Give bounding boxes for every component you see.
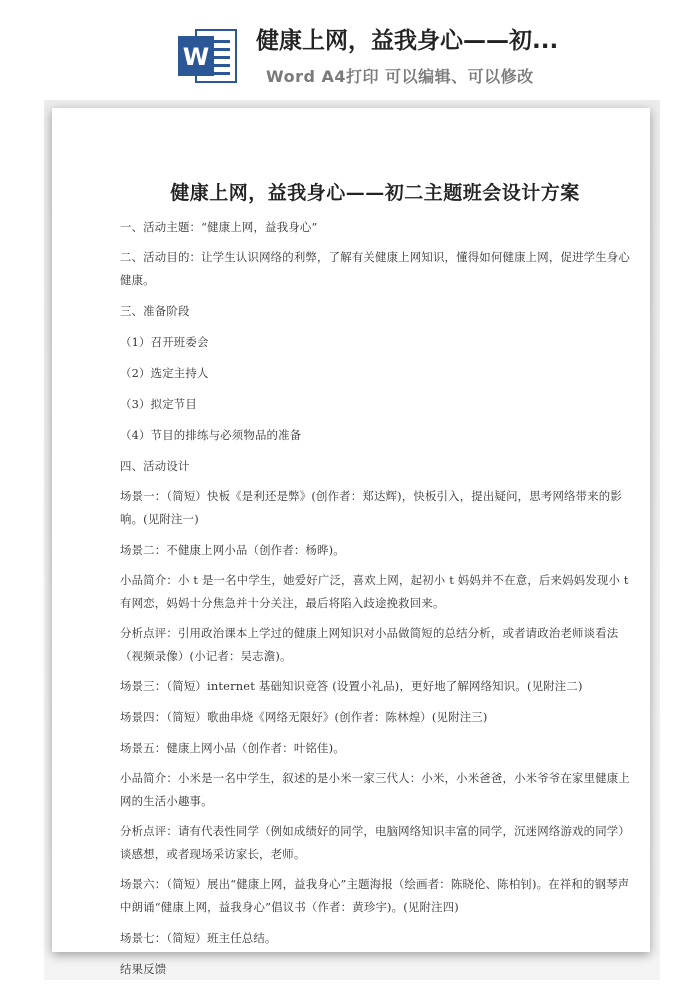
- paragraph-skit-intro-2: 小品简介：小米是一名中学生，叙述的是小米一家三代人：小米，小米爸爸，小米爷爷在家里健康上网的生活小趣事。: [120, 771, 630, 808]
- word-icon: [176, 24, 240, 88]
- document-header: [0, 0, 700, 100]
- paragraph-analysis-1: 分析点评：引用政治课本上学过的健康上网知识对小品做简短的总结分析，或者请政治老师谈看法（视频录像）(小记者：吴志澹)。: [120, 626, 619, 663]
- paragraph-prep-3: （3）拟定节目: [120, 397, 197, 411]
- document-page: [52, 108, 650, 976]
- paragraph-scene-1: 场景一：（简短）快板《是利还是弊》(创作者：郑达辉)，快板引入，提出疑问，思考网络带来的影响。(见附注一): [120, 489, 622, 526]
- paragraph-scene-5: 场景五：健康上网小品（创作者：叶铭佳)。: [120, 741, 345, 755]
- paragraph-feedback: 结果反馈: [120, 962, 167, 976]
- paragraph-skit-intro-1: 小品简介：小 t 是一名中学生，她爱好广泛，喜欢上网，起初小 t 妈妈并不在意，后来妈妈发现小 t 有网恋，妈妈十分焦急并十分关注，最后将陷入歧途挽救回来。: [120, 573, 629, 610]
- paragraph-scene-2: 场景二：不健康上网小品（创作者：杨晔)。: [120, 543, 345, 557]
- file-title: 健康上网，益我身心——初...: [256, 28, 559, 54]
- paragraph-theme: 一、活动主题：“健康上网，益我身心”: [120, 220, 318, 234]
- document-title: 健康上网，益我身心——初二主题班会设计方案: [170, 182, 580, 204]
- paragraph-preparation: 三、准备阶段: [120, 304, 190, 318]
- paragraph-scene-3: 场景三：（简短）internet 基础知识竞答 (设置小礼品)，更好地了解网络知识。(见附注二): [120, 679, 583, 693]
- paragraph-prep-4: （4）节目的排练与必须物品的准备: [120, 428, 302, 442]
- paragraph-prep-2: （2）选定主持人: [120, 366, 209, 380]
- word-icon-letter: W: [182, 43, 210, 71]
- paragraph-scene-7: 场景七：（简短）班主任总结。: [120, 931, 277, 945]
- paragraph-purpose: 二、活动目的：让学生认识网络的利弊，了解有关健康上网知识，懂得如何健康上网，促进学生身心健康。: [120, 250, 630, 287]
- paragraph-scene-4: 场景四：（简短）歌曲串烧《网络无限好》(创作者：陈林煌）(见附注三): [120, 710, 488, 724]
- paragraph-design: 四、活动设计: [120, 459, 190, 473]
- paragraph-scene-6: 场景六：（简短）展出“健康上网，益我身心”主题海报（绘画者：陈晓伦、陈柏钊)。在祥和的钢琴声中朗诵“健康上网，益我身心”倡议书（作者：黄珍宇)。(见附注四): [120, 877, 630, 914]
- paragraph-prep-1: （1）召开班委会: [120, 335, 209, 349]
- document-content: [120, 178, 630, 988]
- paragraph-analysis-2: 分析点评：请有代表性同学（例如成绩好的同学，电脑网络知识丰富的同学，沉迷网络游戏的同学）谈感想，或者现场采访家长，老师。: [120, 824, 630, 861]
- file-subtitle: Word A4打印 可以编辑、可以修改: [266, 67, 534, 86]
